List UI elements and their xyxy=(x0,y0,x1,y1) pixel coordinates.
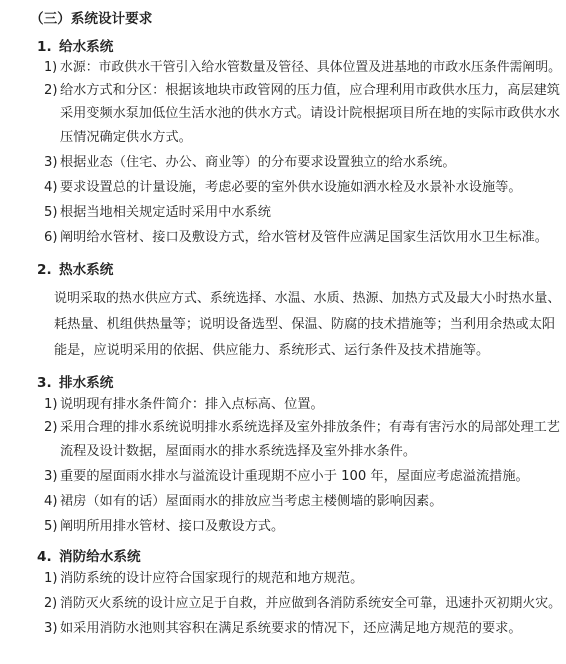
list-item xyxy=(44,468,529,486)
item-text: 阐明所用排水管材、接口及敷设方式。 xyxy=(60,519,285,534)
list-item xyxy=(44,82,560,100)
list-item xyxy=(44,493,442,511)
list-item xyxy=(44,229,548,247)
list-item xyxy=(44,620,522,638)
list-item xyxy=(44,595,561,613)
item-number: 1) xyxy=(44,571,58,586)
item-number: 3) xyxy=(44,621,58,636)
section-title-text: 消防给水系统 xyxy=(59,549,141,565)
item-text: 水源：市政供水干管引入给水管数量及管径、具体位置及进基地的市政水压条件需阐明。 xyxy=(60,60,561,75)
item-text: 阐明给水管材、接口及敷设方式，给水管材及管件应满足国家生活饮用水卫生标准。 xyxy=(60,230,548,245)
section-title-fire-water xyxy=(37,548,141,566)
list-item xyxy=(44,518,284,536)
list-item xyxy=(44,204,271,222)
item-text: 要求设置总的计量设施，考虑必要的室外供水设施如洒水栓及水景补水设施等。 xyxy=(60,180,522,195)
item-number: 5) xyxy=(44,205,58,220)
list-item xyxy=(44,179,522,197)
item-text: 如采用消防水池则其容积在满足系统要求的情况下，还应满足地方规范的要求。 xyxy=(60,621,522,636)
item-number: 2) xyxy=(44,83,58,98)
section-number: 4. xyxy=(37,549,52,565)
item-text-continued: 流程及设计数据，屋面雨水的排水系统选择及室外排水条件。 xyxy=(60,444,417,459)
list-item xyxy=(44,570,363,588)
paragraph-line: 耗热量、机组供热量等；说明设备选型、保温、防腐的技术措施等；当利用余热或太阳 xyxy=(54,317,556,332)
item-number: 3) xyxy=(44,155,58,170)
list-item xyxy=(44,154,456,172)
section-title-text: 排水系统 xyxy=(59,375,114,391)
paragraph-line: 说明采取的热水供应方式、系统选择、水温、水质、热源、加热方式及最大小时热水量、 xyxy=(54,291,561,306)
item-number: 1) xyxy=(44,397,58,412)
item-text: 消防系统的设计应符合国家现行的规范和地方规范。 xyxy=(60,571,364,586)
item-number: 2) xyxy=(44,420,58,435)
item-number: 3) xyxy=(44,469,58,484)
item-text-continued: 压情况确定供水方式。 xyxy=(60,130,192,145)
item-text: 采用合理的排水系统说明排水系统选择及室外排放条件；有毒有害污水的局部处理工艺 xyxy=(60,420,560,435)
item-text: 说明现有排水条件简介：排入点标高、位置。 xyxy=(60,397,324,412)
section-title-drainage xyxy=(37,374,113,392)
section-title-text: 热水系统 xyxy=(59,262,114,278)
list-item xyxy=(44,59,561,77)
item-text: 重要的屋面雨水排水与溢流设计重现期不应小于 100 年，屋面应考虑溢流措施。 xyxy=(60,469,529,484)
item-number: 2) xyxy=(44,596,58,611)
section-number: 2. xyxy=(37,262,52,278)
section-title-text: 给水系统 xyxy=(59,39,114,55)
item-text-continued: 采用变频水泵加低位生活水池的供水方式。请设计院根据项目所在地的实际市政供水水 xyxy=(60,106,560,121)
section-number: 1. xyxy=(37,39,52,55)
item-text: 裙房（如有的话）屋面雨水的排放应当考虑主楼侧墙的影响因素。 xyxy=(60,494,443,509)
list-item xyxy=(44,396,324,414)
section-number: 3. xyxy=(37,375,52,391)
paragraph-line: 能是，应说明采用的依据、供应能力、系统形式、运行条件及技术措施等。 xyxy=(54,343,490,358)
item-number: 1) xyxy=(44,60,58,75)
item-text: 给水方式和分区：根据该地块市政管网的压力值，应合理利用市政供水压力，高层建筑 xyxy=(60,83,560,98)
item-number: 6) xyxy=(44,230,58,245)
section-heading: （三）系统设计要求 xyxy=(30,11,153,27)
section-title-water-supply xyxy=(37,38,113,56)
list-item xyxy=(44,419,560,437)
item-number: 4) xyxy=(44,180,58,195)
item-number: 4) xyxy=(44,494,58,509)
section-title-hot-water xyxy=(37,261,113,279)
item-number: 5) xyxy=(44,519,58,534)
item-text: 根据业态（住宅、办公、商业等）的分布要求设置独立的给水系统。 xyxy=(60,155,456,170)
item-text: 消防灭火系统的设计应立足于自救，并应做到各消防系统安全可靠，迅速扑灭初期火灾。 xyxy=(60,596,561,611)
item-text: 根据当地相关规定适时采用中水系统 xyxy=(60,205,271,220)
